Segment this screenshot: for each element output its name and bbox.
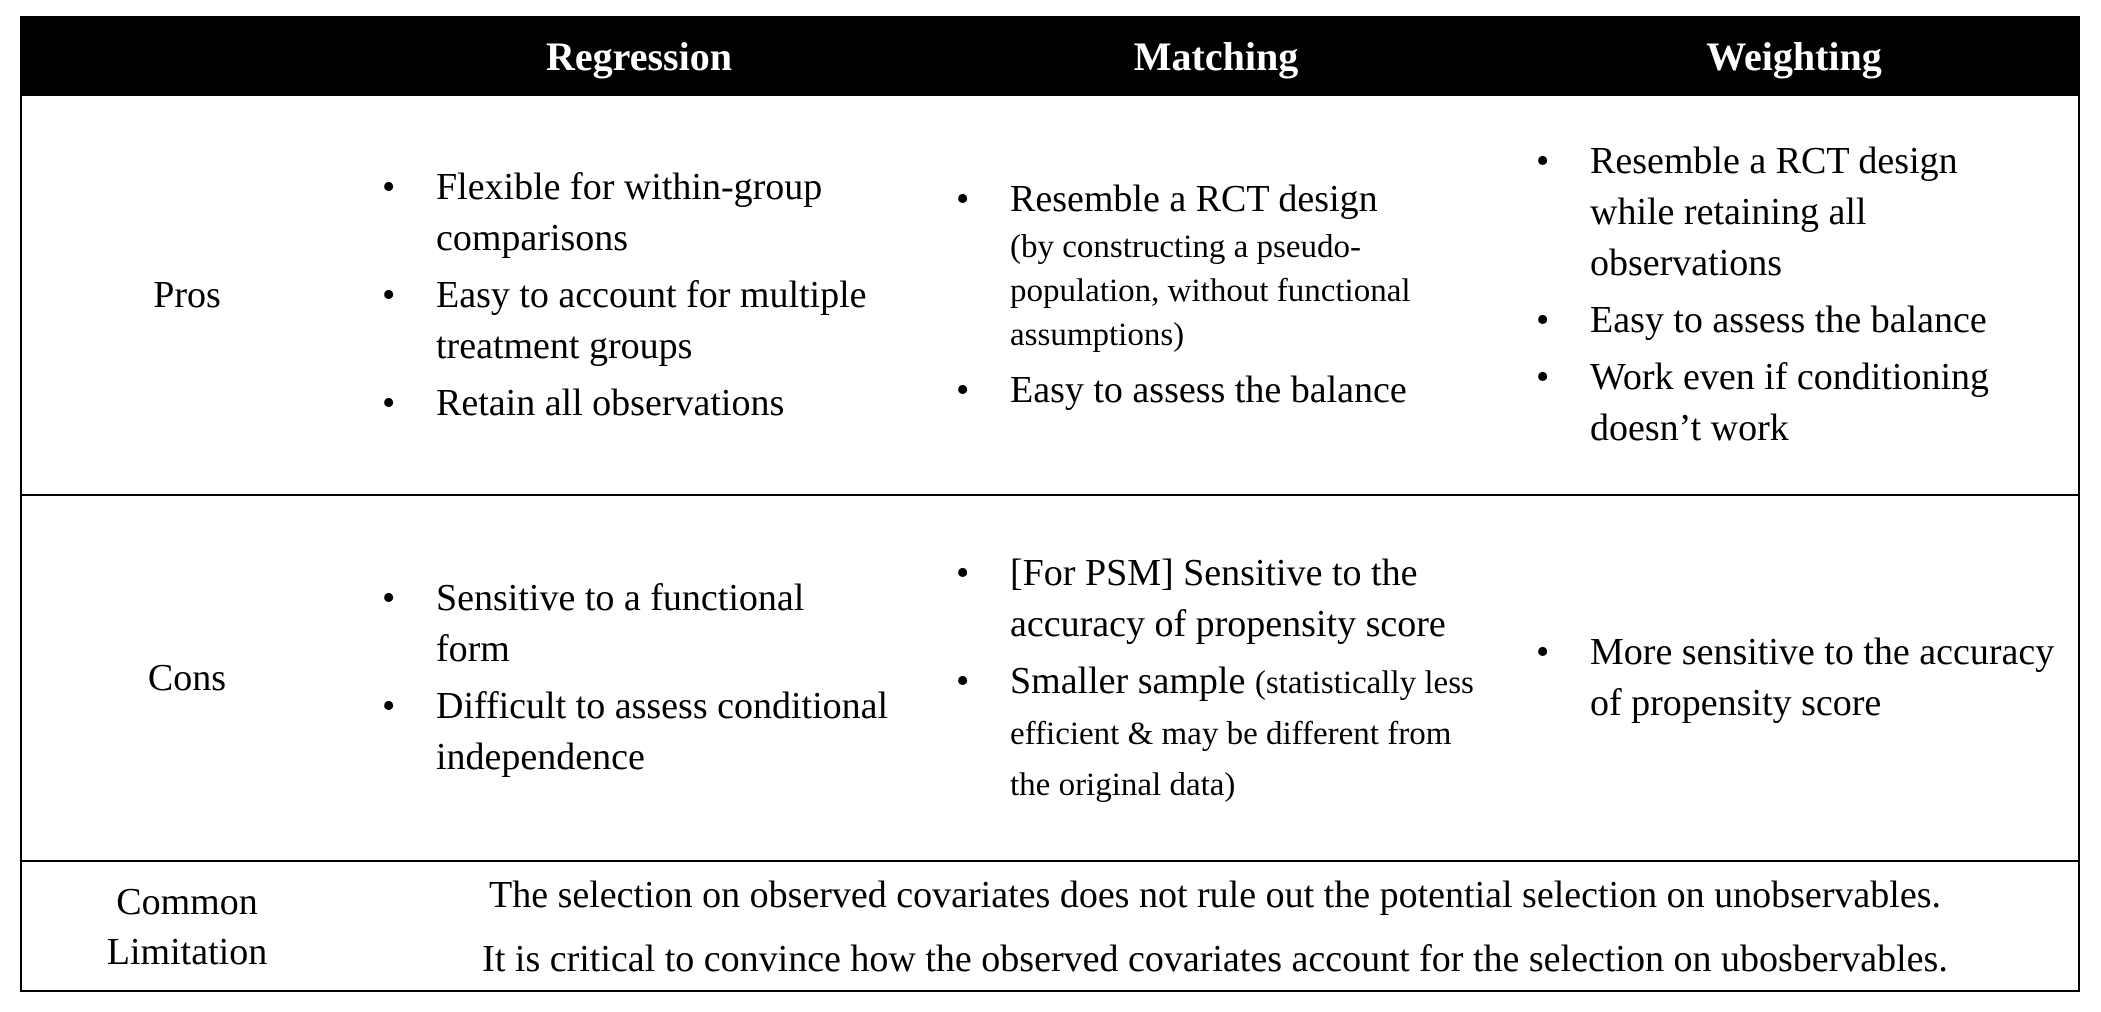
bullet-icon: • bbox=[956, 551, 970, 594]
list-item: • [For PSM] Sensitive to the accuracy of propensity score bbox=[926, 548, 1496, 650]
bullet-icon: • bbox=[1536, 356, 1550, 398]
pros-matching-cell bbox=[926, 96, 1506, 494]
bullet-icon: • bbox=[382, 381, 396, 424]
pros-weighting-cell bbox=[1506, 96, 2082, 494]
bullet-icon: • bbox=[956, 369, 970, 411]
list-item: • Easy to account for multiple treatment groups bbox=[352, 270, 912, 372]
cons-weighting-cell bbox=[1506, 496, 2082, 860]
list-item: • Flexible for within-group comparisons bbox=[352, 162, 912, 264]
row-cons bbox=[22, 496, 2078, 862]
table-header bbox=[22, 18, 2078, 96]
bullet-icon: • bbox=[382, 685, 396, 727]
bullet-icon: • bbox=[382, 273, 396, 316]
pros-regression-cell bbox=[352, 96, 926, 494]
list-item: • Resemble a RCT design (by constructing a pseudo-population, without functional assumptions) bbox=[926, 174, 1496, 359]
list-item: • Easy to assess the balance bbox=[1506, 295, 2066, 346]
common-limitation-line-2: It is critical to convince how the observed covariates account for the selection on ubosbervables. bbox=[482, 938, 1948, 980]
list-item: • Difficult to assess conditional independence bbox=[352, 681, 912, 783]
row-pros bbox=[22, 96, 2078, 496]
header-weighting: Weighting bbox=[1706, 34, 1882, 79]
cons-regression-cell bbox=[352, 496, 926, 860]
row-label-pros: Pros bbox=[153, 274, 221, 316]
header-regression: Regression bbox=[546, 34, 732, 79]
row-label-cons: Cons bbox=[147, 657, 227, 699]
comparison-table bbox=[20, 16, 2080, 992]
row-label-common-limitation: Common Limitation bbox=[106, 881, 268, 973]
bullet-icon: • bbox=[382, 165, 396, 208]
list-item: • Retain all observations bbox=[352, 378, 912, 429]
common-limitation-line-1: The selection on observed covariates does not rule out the potential selection on unobservables. bbox=[488, 874, 1941, 916]
list-item: • Smaller sample (statistically less efficient & may be different from the original data) bbox=[926, 656, 1496, 809]
bullet-icon: • bbox=[382, 577, 396, 619]
list-item-note: (by constructing a pseudo-population, without functional assumptions) bbox=[1010, 229, 1411, 353]
bullet-icon: • bbox=[1536, 299, 1550, 341]
cons-matching-cell bbox=[926, 496, 1506, 860]
list-item: • Resemble a RCT design while retaining all observations bbox=[1506, 136, 2066, 289]
list-item: • More sensitive to the accuracy of propensity score bbox=[1506, 627, 2076, 729]
list-item: • Work even if conditioning doesn’t work bbox=[1506, 352, 2066, 454]
bullet-icon: • bbox=[1536, 140, 1550, 182]
list-item: • Sensitive to a functional form bbox=[352, 573, 912, 675]
header-matching: Matching bbox=[1133, 34, 1299, 79]
bullet-icon: • bbox=[956, 178, 970, 220]
list-item: • Easy to assess the balance bbox=[926, 365, 1496, 416]
bullet-icon: • bbox=[956, 659, 970, 702]
bullet-icon: • bbox=[1536, 631, 1550, 673]
list-item-note: (statistically less efficient & may be different from the original data) bbox=[1010, 664, 1474, 803]
row-common-limitation bbox=[22, 862, 2078, 992]
common-limitation-text bbox=[352, 862, 2078, 992]
